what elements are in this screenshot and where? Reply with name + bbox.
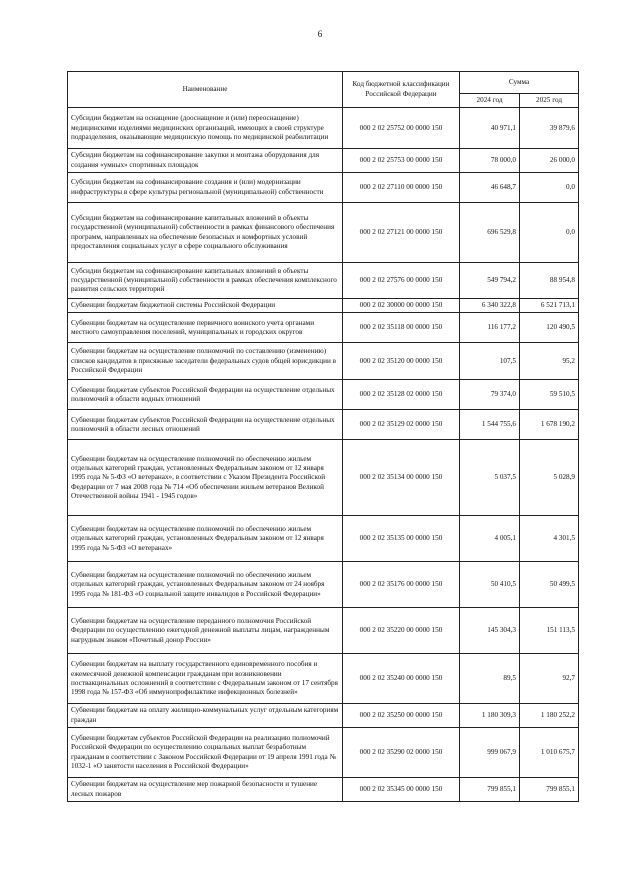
row-2024-cell: 145 304,3 — [460, 608, 520, 654]
table-row — [68, 440, 579, 516]
row-code-cell: 000 2 02 27576 00 0000 150 — [343, 263, 460, 299]
row-2024-cell: 1 544 755,6 — [460, 410, 520, 440]
row-2025-cell: 799 855,1 — [520, 778, 579, 802]
row-2025-cell: 5 028,9 — [520, 440, 579, 516]
row-name-cell: Субвенции бюджетам на осуществление полномочий по обеспечению жильем отдельных категорий граждан, установленных Федеральным законом от 12 января 1995 года № 5-ФЗ «О ветеранах», в соответствии с Указом Президента Российской Федерации от 7 мая 2008 года № 714 «Об обеспечении жильем ветеранов Великой Отечественной войны 1941 - 1945 годов» — [68, 440, 343, 516]
row-name-cell: Субсидии бюджетам на софинансирование капитальных вложений в объекты государственной (муниципальной) собственности в рамках финансового обеспечения программ, направленных на обеспечение безопасных и комфортных условий предоставления социальных услуг в сфере социального обслуживания — [68, 203, 343, 263]
table-row — [68, 410, 579, 440]
row-2025-cell: 151 113,5 — [520, 608, 579, 654]
header-year-2024: 2024 год — [460, 94, 520, 108]
row-name-cell: Субсидии бюджетам на софинансирование капитальных вложений в объекты государственной (муниципальной) собственности в рамках обеспечения комплексного развития сельских территорий — [68, 263, 343, 299]
row-2024-cell: 6 340 322,8 — [460, 299, 520, 313]
row-code-cell: 000 2 02 35290 02 0000 150 — [343, 728, 460, 778]
row-2025-cell: 59 510,5 — [520, 380, 579, 410]
table-row — [68, 516, 579, 562]
row-code-cell: 000 2 02 35128 02 0000 150 — [343, 380, 460, 410]
row-code-cell: 000 2 02 27110 00 0000 150 — [343, 173, 460, 203]
budget-table — [67, 71, 579, 802]
row-2025-cell: 92,7 — [520, 654, 579, 704]
row-code-cell: 000 2 02 35240 00 0000 150 — [343, 654, 460, 704]
row-2025-cell: 95,2 — [520, 343, 579, 380]
row-2025-cell: 0,0 — [520, 173, 579, 203]
row-2025-cell: 1 678 190,2 — [520, 410, 579, 440]
row-2025-cell: 39 879,6 — [520, 108, 579, 149]
table-header — [68, 72, 579, 108]
row-2024-cell: 4 005,1 — [460, 516, 520, 562]
row-2024-cell: 1 180 309,3 — [460, 704, 520, 728]
row-code-cell: 000 2 02 35134 00 0000 150 — [343, 440, 460, 516]
row-2024-cell: 116 177,2 — [460, 313, 520, 343]
row-2025-cell: 120 490,5 — [520, 313, 579, 343]
row-2025-cell: 88 954,8 — [520, 263, 579, 299]
row-2024-cell: 549 794,2 — [460, 263, 520, 299]
row-2024-cell: 89,5 — [460, 654, 520, 704]
row-name-cell: Субсидии бюджетам на софинансирование закупки и монтажа оборудования для создания «умных» спортивных площадок — [68, 149, 343, 173]
row-2025-cell: 1 180 252,2 — [520, 704, 579, 728]
row-2024-cell: 999 067,9 — [460, 728, 520, 778]
row-code-cell: 000 2 02 27121 00 0000 150 — [343, 203, 460, 263]
row-name-cell: Субвенции бюджетам на выплату государственного единовременного пособия и ежемесячной денежной компенсации гражданам при возникновении поствакцинальных осложнений в соответствии с Федеральным законом от 17 сентября 1998 года № 157-ФЗ «Об иммунопрофилактике инфекционных болезней» — [68, 654, 343, 704]
table-row — [68, 313, 579, 343]
row-code-cell: 000 2 02 35135 00 0000 150 — [343, 516, 460, 562]
row-name-cell: Субсидии бюджетам на оснащение (дооснащение и (или) переоснащение) медицинскими изделиями медицинских организаций, имеющих в своей структуре подразделения, оказывающие медицинскую помощь по медицинской реабилитации — [68, 108, 343, 149]
row-code-cell: 000 2 02 25752 00 0000 150 — [343, 108, 460, 149]
header-sum: Сумма — [460, 72, 579, 94]
row-code-cell: 000 2 02 35118 00 0000 150 — [343, 313, 460, 343]
row-code-cell: 000 2 02 35176 00 0000 150 — [343, 562, 460, 608]
header-code: Код бюджетной классификации Российской Федерации — [343, 72, 460, 108]
row-2024-cell: 696 529,8 — [460, 203, 520, 263]
row-2024-cell: 40 971,1 — [460, 108, 520, 149]
row-2024-cell: 78 000,0 — [460, 149, 520, 173]
row-code-cell: 000 2 02 35129 02 0000 150 — [343, 410, 460, 440]
row-name-cell: Субвенции бюджетам на осуществление мер пожарной безопасности и тушение лесных пожаров — [68, 778, 343, 802]
table-row — [68, 263, 579, 299]
row-name-cell: Субвенции бюджетам на осуществление полномочий по составлению (изменению) списков кандидатов в присяжные заседатели федеральных судов общей юрисдикции в Российской Федерации — [68, 343, 343, 380]
row-code-cell: 000 2 02 35345 00 0000 150 — [343, 778, 460, 802]
table-row — [68, 562, 579, 608]
table-row — [68, 608, 579, 654]
table-row — [68, 299, 579, 313]
row-code-cell: 000 2 02 25753 00 0000 150 — [343, 149, 460, 173]
row-name-cell: Субвенции бюджетам на осуществление полномочий по обеспечению жильем отдельных категорий граждан, установленных Федеральным законом от 24 ноября 1995 года № 181-ФЗ «О социальной защите инвалидов в Российской Федерации» — [68, 562, 343, 608]
row-2025-cell: 50 499,5 — [520, 562, 579, 608]
table-row — [68, 203, 579, 263]
row-name-cell: Субсидии бюджетам на софинансирование создания и (или) модернизации инфраструктуры в сфере культуры региональной (муниципальной) собственности — [68, 173, 343, 203]
table-row — [68, 654, 579, 704]
row-2024-cell: 107,5 — [460, 343, 520, 380]
row-2025-cell: 26 000,0 — [520, 149, 579, 173]
row-2024-cell: 799 855,1 — [460, 778, 520, 802]
table-row — [68, 343, 579, 380]
row-2024-cell: 5 037,5 — [460, 440, 520, 516]
table-row — [68, 108, 579, 149]
row-code-cell: 000 2 02 35120 00 0000 150 — [343, 343, 460, 380]
row-name-cell: Субвенции бюджетам субъектов Российской Федерации на реализацию полномочий Российской Федерации по осуществлению социальных выплат безработным гражданам в соответствии с Законом Российской Федерации от 19 апреля 1991 года № 1032-1 «О занятости населения в Российской Федерации» — [68, 728, 343, 778]
table-row — [68, 778, 579, 802]
row-name-cell: Субвенции бюджетам на осуществление первичного воинского учета органами местного самоуправления поселений, муниципальных и городских округов — [68, 313, 343, 343]
row-2024-cell: 46 648,7 — [460, 173, 520, 203]
row-name-cell: Субвенции бюджетам на осуществление полномочий по обеспечению жильем отдельных категорий граждан, установленных Федеральным законом от 12 января 1995 года № 5-ФЗ «О ветеранах» — [68, 516, 343, 562]
header-year-2025: 2025 год — [520, 94, 579, 108]
row-2025-cell: 0,0 — [520, 203, 579, 263]
row-2024-cell: 50 410,5 — [460, 562, 520, 608]
table-body — [68, 108, 579, 802]
table-row — [68, 149, 579, 173]
row-code-cell: 000 2 02 30000 00 0000 150 — [343, 299, 460, 313]
row-name-cell: Субвенции бюджетам бюджетной системы Российской Федерации — [68, 299, 343, 313]
row-code-cell: 000 2 02 35250 00 0000 150 — [343, 704, 460, 728]
row-name-cell: Субвенции бюджетам на оплату жилищно-коммунальных услуг отдельным категориям граждан — [68, 704, 343, 728]
row-name-cell: Субвенции бюджетам субъектов Российской Федерации на осуществление отдельных полномочий в области водных отношений — [68, 380, 343, 410]
header-name: Наименование — [68, 72, 343, 108]
table-row — [68, 173, 579, 203]
row-name-cell: Субвенции бюджетам на осуществление переданного полномочия Российской Федерации по осуществлению ежегодной денежной выплаты лицам, награжденным нагрудным знаком «Почетный донор России» — [68, 608, 343, 654]
row-2025-cell: 1 010 675,7 — [520, 728, 579, 778]
row-2025-cell: 6 521 713,1 — [520, 299, 579, 313]
page-number: 6 — [317, 29, 323, 39]
table-row — [68, 728, 579, 778]
row-2025-cell: 4 301,5 — [520, 516, 579, 562]
row-name-cell: Субвенции бюджетам субъектов Российской Федерации на осуществление отдельных полномочий в области лесных отношений — [68, 410, 343, 440]
table-row — [68, 380, 579, 410]
row-2024-cell: 79 374,0 — [460, 380, 520, 410]
table-row — [68, 704, 579, 728]
row-code-cell: 000 2 02 35220 00 0000 150 — [343, 608, 460, 654]
